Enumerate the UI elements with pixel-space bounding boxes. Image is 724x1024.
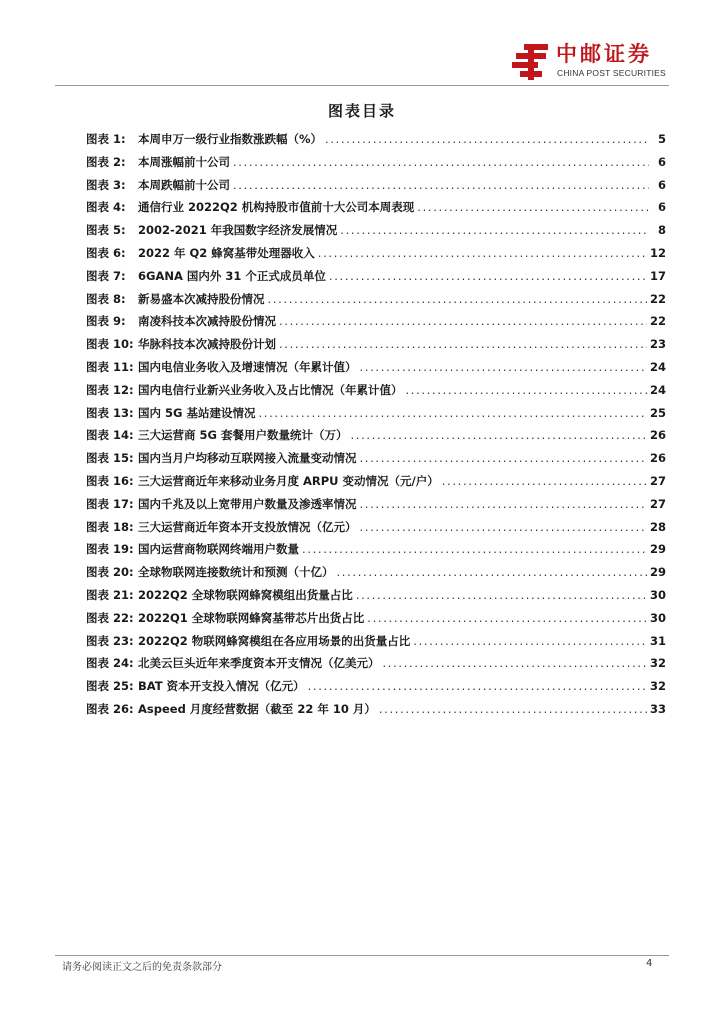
- toc-leader-dots: [350, 424, 647, 447]
- toc-entry-label: 图表 24:: [86, 656, 134, 671]
- toc-leader-dots: [325, 128, 649, 151]
- toc-entry-label: 图表 19:: [86, 542, 134, 557]
- toc-entry-page: 25: [649, 405, 666, 420]
- toc-entry-label: 图表 4:: [86, 200, 126, 215]
- toc-entry-page: 6: [657, 177, 666, 192]
- toc-entry-title: 新易盛本次减持股份情况: [138, 291, 265, 306]
- toc-entry[interactable]: [86, 561, 666, 584]
- toc-entry[interactable]: [86, 447, 666, 470]
- toc-entry-label: 图表 5:: [86, 223, 126, 238]
- toc-entry[interactable]: [86, 675, 666, 698]
- toc-leader-dots: [356, 584, 647, 607]
- toc-leader-dots: [308, 675, 647, 698]
- toc-entry-page: 31: [649, 633, 666, 648]
- toc-entry[interactable]: [86, 379, 666, 402]
- toc-entry[interactable]: [86, 219, 666, 242]
- page-number: 4: [646, 958, 653, 969]
- toc-entry-title: 国内当月户均移动互联网接入流量变动情况: [138, 451, 357, 466]
- toc-entry[interactable]: [86, 288, 666, 311]
- toc-entry-label: 图表 8:: [86, 291, 126, 306]
- toc-entry-label: 图表 21:: [86, 587, 134, 602]
- toc-entry-label: 图表 23:: [86, 633, 134, 648]
- toc-entry-label: 图表 3:: [86, 177, 126, 192]
- footer-disclaimer: 请务必阅读正文之后的免责条款部分: [62, 962, 222, 973]
- toc-entry-label: 图表 25:: [86, 679, 134, 694]
- toc-entry[interactable]: [86, 630, 666, 653]
- brand-name-en: CHINA POST SECURITIES: [557, 68, 666, 78]
- toc-entry[interactable]: [86, 310, 666, 333]
- toc-entry-label: 图表 22:: [86, 610, 134, 625]
- page-header: [0, 0, 724, 90]
- toc-entry[interactable]: [86, 698, 666, 721]
- toc-entry-title: 三大运营商 5G 套餐用户数量统计（万）: [138, 428, 348, 443]
- toc-entry-label: 图表 10:: [86, 337, 134, 352]
- toc-leader-dots: [268, 288, 647, 311]
- toc-entry-page: 26: [649, 451, 666, 466]
- toc-entry-title: 2022Q1 全球物联网蜂窝基带芯片出货占比: [138, 610, 365, 625]
- toc-leader-dots: [233, 174, 649, 197]
- toc-entry-page: 30: [649, 610, 666, 625]
- toc-leader-dots: [279, 310, 647, 333]
- toc-entry[interactable]: [86, 652, 666, 675]
- toc-entry[interactable]: [86, 242, 666, 265]
- toc-entry-page: 29: [649, 565, 666, 580]
- brand-name-cn: 中邮证券: [556, 42, 652, 66]
- page-title: 图表目录: [327, 102, 396, 120]
- toc-entry-page: 17: [649, 268, 666, 283]
- toc-entry[interactable]: [86, 402, 666, 425]
- toc-entry-label: 图表 12:: [86, 382, 134, 397]
- toc-entry-title: 本周跌幅前十公司: [138, 177, 230, 192]
- toc-leader-dots: [417, 196, 649, 219]
- toc-entry[interactable]: [86, 151, 666, 174]
- toc-entry-title: 国内电信业务收入及增速情况（年累计值）: [138, 359, 357, 374]
- toc-entry-title: Aspeed 月度经营数据（截至 22 年 10 月）: [138, 701, 376, 716]
- toc-entry-title: 国内 5G 基站建设情况: [138, 405, 256, 420]
- toc-entry[interactable]: [86, 265, 666, 288]
- toc-entry-page: 27: [649, 473, 666, 488]
- toc-leader-dots: [318, 242, 647, 265]
- toc-entry-title: 南凌科技本次减持股份情况: [138, 314, 276, 329]
- toc-entry[interactable]: [86, 516, 666, 539]
- toc-entry-page: 22: [649, 291, 666, 306]
- toc-entry-title: 国内电信行业新兴业务收入及占比情况（年累计值）: [138, 382, 403, 397]
- toc-leader-dots: [442, 470, 647, 493]
- toc-entry-label: 图表 18:: [86, 519, 134, 534]
- toc-leader-dots: [406, 379, 647, 402]
- toc-entry-label: 图表 11:: [86, 359, 134, 374]
- toc-leader-dots: [360, 356, 647, 379]
- figure-toc: [86, 128, 666, 721]
- toc-entry-page: 24: [649, 382, 666, 397]
- toc-leader-dots: [360, 516, 647, 539]
- toc-entry-page: 8: [657, 223, 666, 238]
- toc-entry-page: 5: [657, 132, 666, 146]
- toc-entry-label: 图表 2:: [86, 154, 126, 169]
- toc-leader-dots: [329, 265, 647, 288]
- toc-entry-label: 图表 16:: [86, 473, 134, 488]
- toc-entry-title: 三大运营商近年资本开支投放情况（亿元）: [138, 519, 357, 534]
- header-divider: [55, 85, 669, 86]
- toc-entry-title: 本周涨幅前十公司: [138, 154, 230, 169]
- toc-entry-label: 图表 14:: [86, 428, 134, 443]
- toc-entry-title: 2002-2021 年我国数字经济发展情况: [138, 223, 338, 238]
- toc-entry-title: 北美云巨头近年来季度资本开支情况（亿美元）: [138, 656, 380, 671]
- toc-entry[interactable]: [86, 356, 666, 379]
- toc-entry-title: 国内千兆及以上宽带用户数量及渗透率情况: [138, 496, 357, 511]
- toc-leader-dots: [367, 607, 647, 630]
- toc-entry-label: 图表 17:: [86, 496, 134, 511]
- toc-entry-title: 本周申万一级行业指数涨跌幅（%）: [138, 132, 323, 146]
- toc-entry[interactable]: [86, 424, 666, 447]
- toc-entry[interactable]: [86, 538, 666, 561]
- toc-entry-page: 29: [649, 542, 666, 557]
- toc-leader-dots: [337, 561, 647, 584]
- toc-entry-page: 32: [649, 679, 666, 694]
- toc-leader-dots: [279, 333, 647, 356]
- toc-entry[interactable]: [86, 333, 666, 356]
- toc-entry-page: 33: [649, 701, 666, 716]
- toc-entry-label: 图表 1:: [86, 132, 126, 146]
- toc-leader-dots: [360, 493, 647, 516]
- toc-entry-page: 32: [649, 656, 666, 671]
- toc-entry-title: 2022Q2 全球物联网蜂窝模组出货量占比: [138, 587, 353, 602]
- toc-entry-label: 图表 7:: [86, 268, 126, 283]
- footer-divider: [55, 955, 669, 956]
- toc-leader-dots: [383, 652, 647, 675]
- toc-entry-page: 30: [649, 587, 666, 602]
- toc-entry-page: 6: [657, 200, 666, 215]
- toc-entry-label: 图表 15:: [86, 451, 134, 466]
- toc-entry[interactable]: [86, 196, 666, 219]
- toc-entry-label: 图表 9:: [86, 314, 126, 329]
- toc-entry-title: 通信行业 2022Q2 机构持股市值前十大公司本周表现: [138, 200, 415, 215]
- toc-leader-dots: [302, 538, 647, 561]
- toc-entry-label: 图表 6:: [86, 245, 126, 260]
- toc-entry-label: 图表 13:: [86, 405, 134, 420]
- toc-entry-title: BAT 资本开支投入情况（亿元）: [138, 679, 305, 694]
- toc-entry[interactable]: [86, 493, 666, 516]
- toc-entry-page: 28: [649, 519, 666, 534]
- toc-entry-label: 图表 20:: [86, 565, 134, 580]
- toc-entry-title: 国内运营商物联网终端用户数量: [138, 542, 299, 557]
- toc-entry-label: 图表 26:: [86, 701, 134, 716]
- toc-entry-page: 6: [657, 154, 666, 169]
- toc-leader-dots: [379, 698, 647, 721]
- toc-entry[interactable]: [86, 584, 666, 607]
- toc-leader-dots: [233, 151, 649, 174]
- toc-leader-dots: [413, 630, 647, 653]
- toc-entry-page: 26: [649, 428, 666, 443]
- toc-entry-page: 27: [649, 496, 666, 511]
- toc-entry-title: 2022Q2 物联网蜂窝模组在各应用场景的出货量占比: [138, 633, 411, 648]
- toc-entry-title: 2022 年 Q2 蜂窝基带处理器收入: [138, 245, 315, 260]
- toc-entry-page: 23: [649, 337, 666, 352]
- toc-leader-dots: [258, 402, 647, 425]
- toc-entry[interactable]: [86, 174, 666, 197]
- toc-leader-dots: [340, 219, 649, 242]
- china-post-logo-icon: [512, 44, 550, 80]
- toc-entry-title: 三大运营商近年来移动业务月度 ARPU 变动情况（元/户）: [138, 473, 439, 488]
- toc-entry-title: 华脉科技本次减持股份计划: [138, 337, 276, 352]
- toc-entry-page: 12: [649, 245, 666, 260]
- toc-entry-title: 全球物联网连接数统计和预测（十亿）: [138, 565, 334, 580]
- toc-entry[interactable]: [86, 128, 666, 151]
- toc-entry[interactable]: [86, 607, 666, 630]
- toc-entry-page: 22: [649, 314, 666, 329]
- toc-entry-page: 24: [649, 359, 666, 374]
- toc-entry-title: 6GANA 国内外 31 个正式成员单位: [138, 268, 326, 283]
- toc-entry[interactable]: [86, 470, 666, 493]
- toc-leader-dots: [360, 447, 647, 470]
